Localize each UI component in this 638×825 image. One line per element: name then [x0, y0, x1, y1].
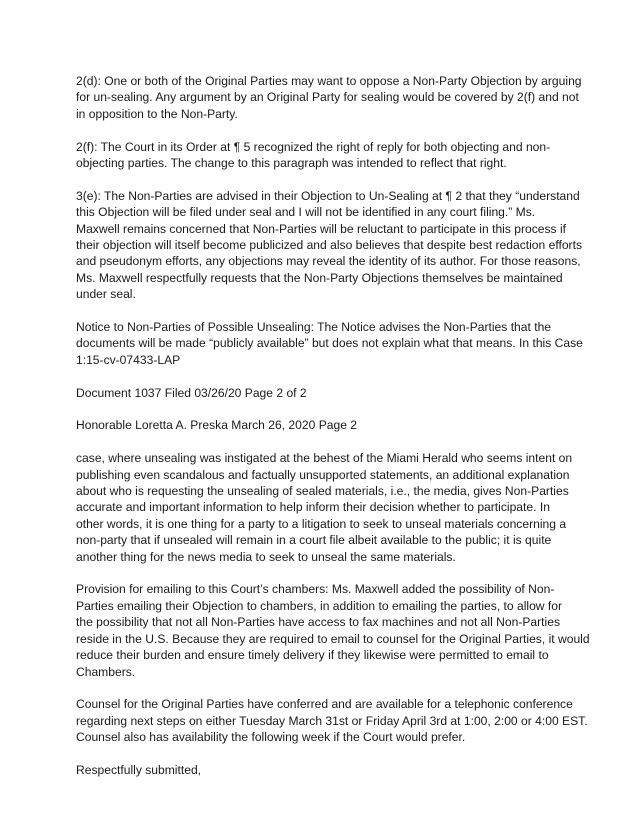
document-page [76, 73, 590, 795]
text-line: Respectfully submitted, [76, 762, 202, 777]
text-line: case, where unsealing was instigated at the behest of the Miami Herald who seems intent on [76, 451, 573, 466]
text-line: reduce their burden and ensure timely delivery if they likewise were permitted to email to [76, 648, 549, 663]
text-line: other words, it is one thing for a party to a litigation to seek to unseal materials concerning a [76, 516, 567, 531]
text-line: reside in the U.S. Because they are required to email to counsel for the Original Parties, it would [76, 631, 590, 646]
text-line: Counsel for the Original Parties have conferred and are available for a telephonic conference [76, 697, 573, 712]
text-line: Honorable Loretta A. Preska March 26, 2020 Page 2 [76, 418, 358, 433]
text-line: this Objection will be filed under seal and I will not be identified in any court filing.” Ms. [76, 205, 536, 220]
text-line: Ms. Maxwell respectfully requests that the Non-Party Objections themselves be maintained [76, 270, 563, 285]
text-line: under seal. [76, 287, 136, 302]
text-line: the possibility that not all Non-Parties have access to fax machines and not all Non-Parties [76, 615, 560, 630]
paragraph-2d [76, 73, 582, 122]
paragraph-3e [76, 188, 582, 303]
paragraph-counsel [76, 696, 588, 745]
paragraph-2f [76, 139, 576, 172]
paragraph-case [76, 450, 576, 565]
text-line: 1:15-cv-07433-LAP [76, 352, 181, 367]
text-line: their objection will itself become publicized and also believes that despite best redaction efforts [76, 238, 582, 253]
document-filing-header [76, 385, 576, 401]
text-line: Maxwell remains concerned that Non-Parties will be reluctant to participate in this process if [76, 221, 567, 236]
text-line: regarding next steps on either Tuesday March 31st or Friday April 3rd at 1:00, 2:00 or 4:00 EST. [76, 713, 588, 728]
text-line: Counsel also has availability the following week if the Court would prefer. [76, 730, 466, 745]
text-line: Provision for emailing to this Court’s chambers: Ms. Maxwell added the possibility of Non- [76, 582, 555, 597]
text-line: for un-sealing. Any argument by an Original Party for sealing would be covered by 2(f) and not [76, 90, 579, 105]
text-line: documents will be made “publicly available” but does not explain what that means. In this Case [76, 336, 583, 351]
text-line: publishing even scandalous and factually unsupported statements, an additional explanation [76, 467, 570, 482]
paragraph-emailing [76, 581, 590, 679]
text-line: Chambers. [76, 664, 136, 679]
text-line: Document 1037 Filed 03/26/20 Page 2 of 2 [76, 385, 307, 400]
text-line: non-party that if unsealed will remain in a court file albeit available to the public; it is quite [76, 533, 552, 548]
paragraph-notice [76, 319, 583, 368]
text-line: and pseudonym efforts, any objections may reveal the identity of its author. For those reasons, [76, 254, 581, 269]
text-line: 2(f): The Court in its Order at ¶ 5 recognized the right of reply for both objecting and non- [76, 139, 551, 154]
text-line: another thing for the news media to seek to unseal the same materials. [76, 549, 456, 564]
text-line: about who is requesting the unsealing of sealed materials, i.e., the media, gives Non-Parties [76, 484, 569, 499]
text-line: 2(d): One or both of the Original Parties may want to oppose a Non-Party Objection by arguing [76, 74, 582, 88]
text-line: in opposition to the Non-Party. [76, 106, 238, 121]
text-line: accurate and important information to help inform their decision whether to participate. In [76, 500, 550, 515]
text-line: objecting parties. The change to this paragraph was intended to reflect that right. [76, 156, 507, 171]
closing [76, 762, 576, 778]
text-line: Parties emailing their Objection to chambers, in addition to emailing the parties, to allow for [76, 598, 563, 613]
page-header [76, 417, 576, 433]
text-line: 3(e): The Non-Parties are advised in their Objection to Un-Sealing at ¶ 2 that they “understand [76, 188, 580, 203]
text-line: Notice to Non-Parties of Possible Unsealing: The Notice advises the Non-Parties that the [76, 320, 552, 335]
